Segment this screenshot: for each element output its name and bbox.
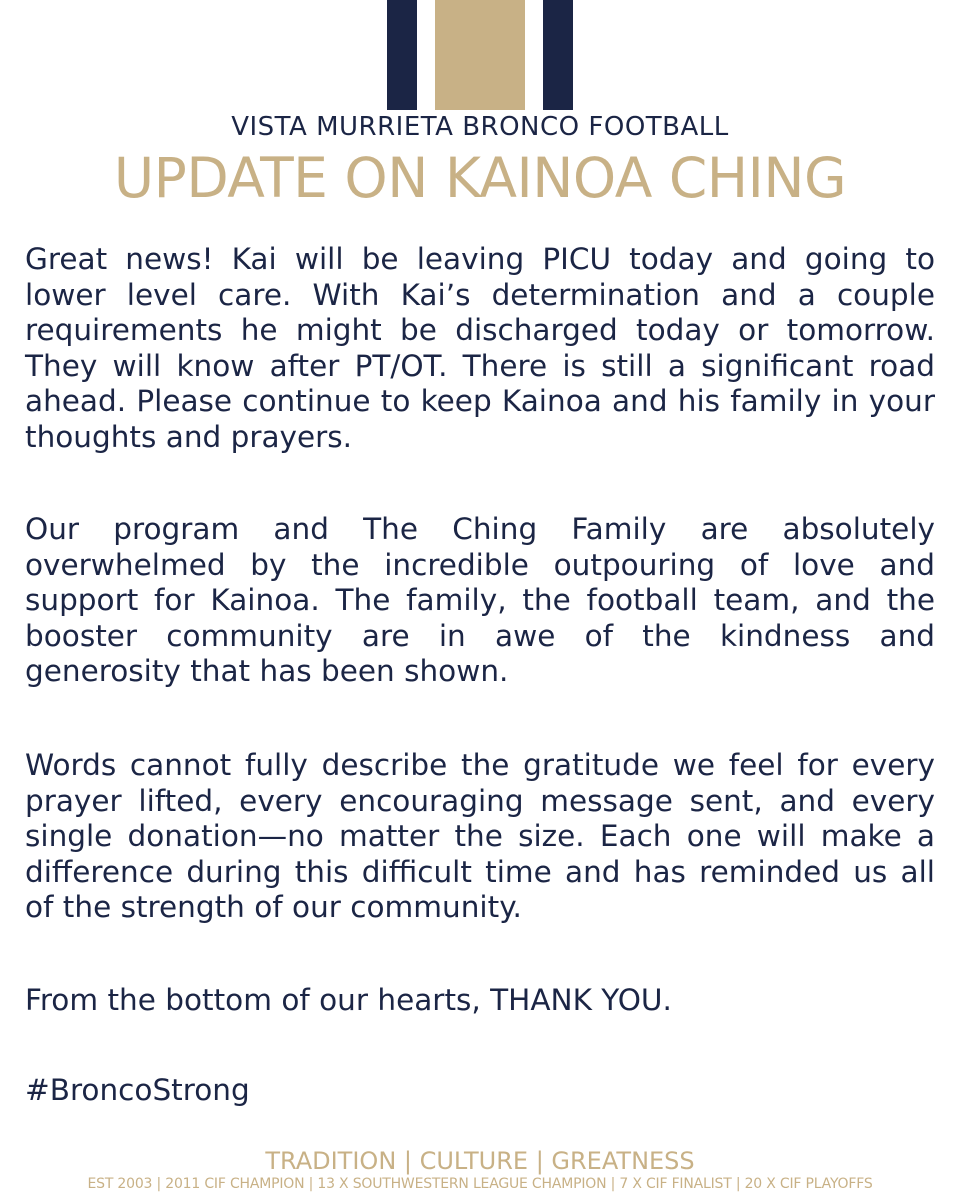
logo-stripe-gold — [435, 0, 525, 110]
paragraph-gratitude-program: Our program and The Ching Family are absolutely overwhelmed by the incredible outpouring of love and support for Kainoa. The family, the football team, and the booster community are in awe of the kindness and generosity that has been shown. — [25, 512, 935, 688]
logo-stripe-navy-right — [543, 0, 573, 110]
organization-name: VISTA MURRIETA BRONCO FOOTBALL — [231, 112, 729, 142]
paragraph-update: Great news! Kai will be leaving PICU today and going to lower level care. With Kai’s determination and a couple requirements he might be discharged today or tomorrow. They will know after PT/OT. There is still a significant road ahead. Please continue to keep Kainoa and his family in your thoughts and prayers. — [25, 242, 935, 454]
paragraph-thank-you: From the bottom of our hearts, THANK YOU. — [25, 983, 672, 1017]
page-title: UPDATE ON KAINOA CHING — [113, 146, 847, 210]
logo-stripe-navy-left — [387, 0, 417, 110]
paragraph-gratitude-community: Words cannot fully describe the gratitude we feel for every prayer lifted, every encouraging message sent, and every single donation—no matter the size. Each one will make a difference during this difficult time and has reminded us all of the strength of our community. — [25, 748, 935, 924]
footer-achievements: EST 2003 | 2011 CIF CHAMPION | 13 X SOUTHWESTERN LEAGUE CHAMPION | 7 X CIF FINALIST | 20 X CIF PLAYOFFS — [87, 1176, 873, 1192]
hashtag: #BroncoStrong — [25, 1073, 250, 1107]
footer-motto: TRADITION | CULTURE | GREATNESS — [265, 1147, 695, 1175]
